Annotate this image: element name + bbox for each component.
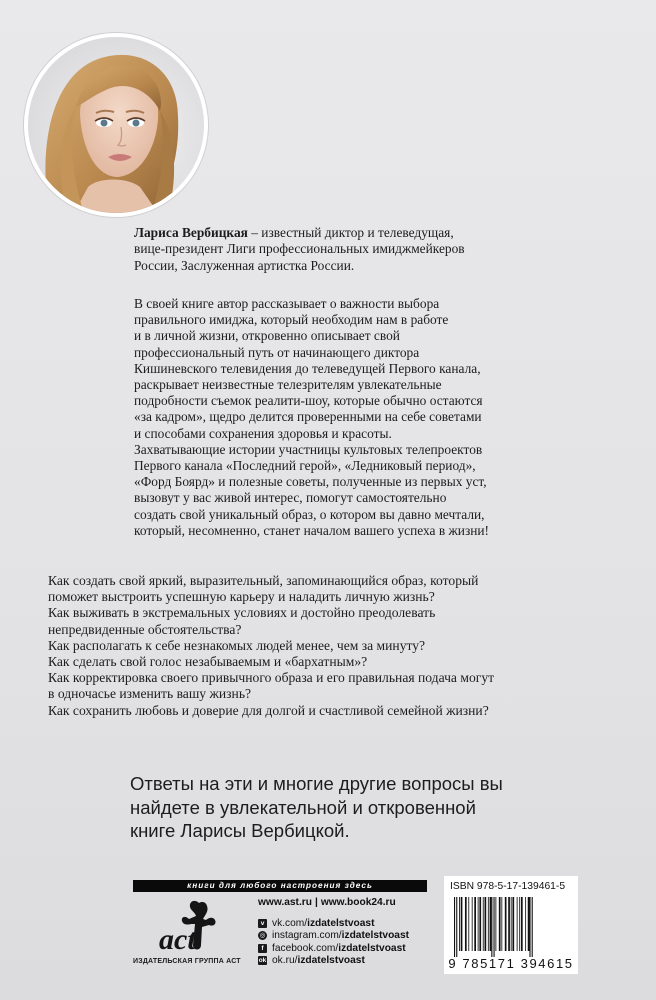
description-line: подробности съемок реалити-шоу, которые обычно остаются bbox=[134, 393, 483, 409]
barcode-bar bbox=[519, 897, 520, 951]
barcode-bar bbox=[483, 897, 484, 951]
bio-text-line3: России, Заслуженная артистка России. bbox=[134, 257, 355, 273]
barcode-bar bbox=[472, 897, 473, 951]
question-line: Как сделать свой голос незабываемым и «бархатным»? bbox=[48, 654, 368, 670]
answers-line: книге Ларисы Вербицкой. bbox=[130, 820, 350, 841]
barcode-bar bbox=[525, 897, 526, 951]
barcode-guard-bar bbox=[456, 897, 457, 957]
bio-text-line2: вице-президент Лиги профессиональных имиджмейкеров bbox=[134, 241, 465, 257]
description-line: создать свой уникальный образ, о котором вы давно мечтали, bbox=[134, 506, 485, 522]
barcode-bar bbox=[499, 897, 501, 951]
description-line: и способами сохранения здоровья и красоты. bbox=[134, 425, 392, 441]
isbn-number: ISBN 978-5-17-139461-5 bbox=[450, 881, 566, 892]
description-line: «Форд Боярд» и полезные советы, полученные из первых уст, bbox=[134, 474, 487, 490]
social-link-vk[interactable] bbox=[258, 917, 409, 930]
instagram-icon: ◎ bbox=[259, 932, 266, 940]
barcode-bar bbox=[512, 897, 514, 951]
description-line: правильного имиджа, который необходим нам в работе bbox=[134, 312, 449, 328]
social-handle: izdatelstvoast bbox=[297, 955, 365, 967]
description-line: Кишиневского телевидения до телеведущей Первого канала, bbox=[134, 360, 481, 376]
description-line: вызовут у вас живой интерес, помогут самостоятельно bbox=[134, 490, 447, 506]
book-description bbox=[134, 296, 564, 539]
barcode-bar bbox=[468, 897, 469, 951]
question-line: Как корректировка своего привычного образа и его правильная подача могут bbox=[48, 670, 495, 686]
publisher-websites bbox=[258, 897, 396, 908]
barcode-bar bbox=[474, 897, 476, 951]
answers-callout bbox=[130, 772, 530, 843]
question-line: в одночасье изменить вашу жизнь? bbox=[48, 686, 252, 702]
barcode-bar bbox=[505, 897, 507, 951]
description-line: В своей книге автор рассказывает о важности выбора bbox=[134, 296, 440, 311]
social-link-instagram[interactable] bbox=[258, 930, 409, 943]
social-prefix: ok.ru/ bbox=[272, 955, 298, 967]
description-line: который, несомненно, станет началом вашего успеха в жизни! bbox=[134, 522, 490, 538]
questions-list bbox=[48, 573, 608, 719]
barcode-bar bbox=[488, 897, 489, 951]
description-line: и в личной жизни, откровенно описывает свой bbox=[134, 328, 400, 344]
barcode-bar bbox=[508, 897, 510, 951]
question-line: поможет выстроить успешную карьеру и наладить личную жизнь? bbox=[48, 589, 435, 605]
facebook-icon: f bbox=[258, 944, 267, 953]
website-link-ast[interactable]: www.ast.ru bbox=[258, 897, 312, 908]
vk-icon: v bbox=[258, 919, 267, 928]
barcode-guard-bar bbox=[454, 897, 455, 957]
social-link-facebook[interactable] bbox=[258, 942, 409, 955]
author-bio bbox=[134, 225, 554, 274]
barcode-bar bbox=[501, 897, 502, 951]
barcode-bar bbox=[528, 897, 530, 951]
social-handle: izdatelstvoast bbox=[338, 942, 406, 954]
portrait-image bbox=[28, 37, 204, 213]
question-line: Как выживать в экстремальных условиях и достойно преодолевать bbox=[48, 605, 436, 621]
barcode-guard-bar bbox=[532, 897, 533, 957]
question-line: Как создать свой яркий, выразительный, запоминающийся образ, который bbox=[48, 573, 479, 588]
barcode-guard-bar bbox=[491, 897, 492, 957]
barcode-bar bbox=[461, 897, 463, 951]
question-line: Как располагать к себе незнакомых людей менее, чем за минуту? bbox=[48, 637, 426, 653]
barcode-bar bbox=[495, 897, 496, 951]
barcode-bar bbox=[479, 897, 481, 951]
answers-line: Ответы на эти и многие другие вопросы вы bbox=[130, 773, 503, 794]
social-prefix: vk.com/ bbox=[272, 917, 308, 929]
social-links bbox=[258, 917, 409, 967]
website-link-book24[interactable]: www.book24.ru bbox=[320, 897, 396, 908]
barcode-bar bbox=[511, 897, 512, 951]
publisher-group-name: ИЗДАТЕЛЬСКАЯ ГРУППА АСТ bbox=[133, 958, 241, 965]
description-line: раскрывает неизвестные телезрителям увлекательные bbox=[134, 377, 442, 393]
barcode-bar bbox=[517, 897, 518, 951]
social-handle: izdatelstvoast bbox=[341, 930, 410, 942]
description-line: «за кадром», щедро делится проверенными на себе советами bbox=[134, 409, 482, 425]
social-prefix: facebook.com/ bbox=[272, 942, 339, 954]
description-line: Первого канала «Последний герой», «Ледниковый период», bbox=[134, 458, 476, 474]
barcode-bar bbox=[521, 897, 523, 951]
author-portrait bbox=[24, 33, 208, 217]
barcode-bar bbox=[465, 897, 467, 951]
barcode-bar bbox=[459, 897, 460, 951]
barcode-digits: 9 785171 394615 bbox=[448, 956, 574, 971]
social-prefix: instagram.com/ bbox=[272, 930, 342, 942]
description-line: профессиональный путь от начинающего диктора bbox=[134, 344, 420, 360]
social-link-odnoklassniki[interactable] bbox=[258, 955, 409, 968]
description-line: Захватывающие истории участницы культовых телепроектов bbox=[134, 441, 483, 457]
barcode-guard-bar bbox=[529, 897, 530, 957]
social-handle: izdatelstvoast bbox=[307, 917, 375, 929]
barcode-bar bbox=[490, 897, 492, 951]
author-name: Лариса Вербицкая bbox=[134, 225, 248, 240]
question-line: непредвиденные обстоятельства? bbox=[48, 621, 242, 637]
ast-logo bbox=[151, 897, 223, 955]
barcode-bar bbox=[485, 897, 487, 951]
barcode-guard-bar bbox=[494, 897, 495, 957]
ast-logo-icon bbox=[151, 897, 223, 955]
ast-logo-text: act bbox=[159, 923, 196, 955]
bio-text-line1: – известный диктор и телеведущая, bbox=[247, 225, 454, 240]
barcode-bar bbox=[478, 897, 479, 951]
barcode-bars bbox=[452, 897, 570, 957]
barcode-block bbox=[444, 876, 578, 974]
publisher-tagline: книги для любого настроения здесь bbox=[133, 880, 427, 892]
websites-separator: | bbox=[314, 897, 318, 908]
question-line: Как сохранить любовь и доверие для долгой и счастливой семейной жизни? bbox=[48, 702, 489, 718]
answers-line: найдете в увлекательной и откровенной bbox=[130, 796, 476, 818]
odnoklassniki-icon: ok bbox=[258, 957, 267, 965]
